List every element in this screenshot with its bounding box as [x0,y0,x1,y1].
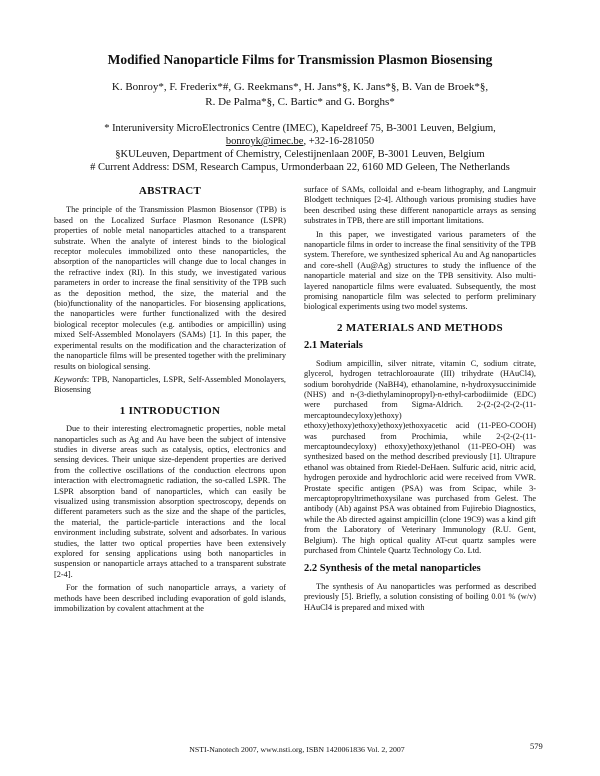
phone-number: , +32-16-281050 [303,136,375,147]
synthesis-text: The synthesis of Au nanoparticles was performed as described previously [5]. Briefly, a solution consisting of boiling 0.01 % (w/v) HAuCl4 is prepared and mixed with [304,581,536,612]
author-list [60,80,540,110]
intro-paragraph-3: In this paper, we investigated various parameters of the nanoparticle films in order to increase the final sensitivity of the TPB system. Therefore, we synthesized spherical Au and Ag nanoparticles and core-shell (Au@Ag) structures to study the influence of the nanoparticle material and size on the TPB sensitivity. Also multi-layered nanoparticle films were evaluated. Subsequently, the most promising nanoparticle film was selected to perform preliminary biological experiments using two model systems. [304,229,536,312]
affiliation-kuleuven: §KULeuven, Department of Chemistry, Celestijnenlaan 200F, B-3001 Leuven, Belgium [115,149,485,160]
abstract-text: The principle of the Transmission Plasmon Biosensor (TPB) is based on the Localized Surface Plasmon Resonance (LSPR) properties of noble metal nanoparticles attached to a transparent substrate. When the analyte of interest binds to the biological receptor molecules immobilized onto these nanoparticles, the absorption of the nanoparticles will change due to local changes in the refractive index (RI). In this study, we investigated various parameters in order to increase the final sensitivity of the TPB such as the deposition method, the size, the material and the (bio)functionality of the nanoparticles. For biosensing applications, the nanoparticles were further functionalized with the desired biological receptor molecules (e.g. antibodies or ampicillin) using mixed Self-Assembled Monolayers (SAMs) [1]. In this paper, the experimental results on the modification and the characterization of the nanoparticle films will be presented together with the preliminary results on biological sensing. [54,205,286,371]
left-column [54,186,286,617]
affiliation-dsm: # Current Address: DSM, Research Campus, Urmonderbaan 22, 6160 MD Geleen, The Netherlands [90,162,510,173]
right-column [304,185,536,616]
keywords-text: : TPB, Nanoparticles, LSPR, Self-Assembled Monolayers, Biosensing [54,374,286,395]
abstract-heading: ABSTRACT [138,185,202,197]
page-number: 579 [530,741,543,751]
contact-line [40,135,560,148]
introduction-heading: 1 INTRODUCTION [119,404,221,417]
continuation-paragraph: surface of SAMs, colloidal and e-beam lithography, and Langmuir Blodgett techniques [2-4]. Although various promising studies have been described using these different nanoparticle arrays as sensing substrates in TPB, there are still important limitations. [304,185,536,226]
materials-text: Sodium ampicillin, silver nitrate, vitamin C, sodium citrate, glycerol, hydrogen tetrachloroaurate (III) trihydrate (HAuCl4), sodium borohydride (NaBH4), ethanolamine, n-hydroxysuccinimide (NHS) and n-(3-diethylaminopropyl)-n-ethyl-carbodiimide (EDC) were purchased from Sigma-Aldrich. 2-(2-(2-(2-(2-(11-mercaptoundecyloxy)ethoxy) ethoxy)ethoxy)ethoxy)ethoxy)ethoxyacetic acid (11-PEO-COOH) was purchased from Prochimia, while 2-(2-(2-(11-mercaptoundecyloxy) ethoxy)ethoxy)ethanol (11-PEO-OH) was synthesized based on the method described previously [1]. Ultrapure ethanol was obtained from Riedel-DeHaen. Sulfuric acid, nitric acid, hydrogen peroxide and hydrochloric acid were received from VWR. Prostate specific antigen (PSA) was from Scipac, while 3-mercaptopropyltrimethoxysilane was purchased from Gelest. The antibody (Ab) against PSA was obtained from Fujirebio Diagnostics, while the Ab directed against ampicillin (clone 19C9) was a kind gift from the Laboratory of Veterinary Immunology (R.U. Gent, Belgium). The high optical quality AT-cut quartz samples were purchased from Chintele Quartz Technology Co. Ltd. [304,358,536,555]
paper-title: Modified Nanoparticle Films for Transmission Plasmon Biosensing [107,52,493,67]
introduction-paragraph-2: For the formation of such nanoparticle arrays, a variety of methods have been described including evaporation of gold islands, immobilization by covalent attachment at the [54,583,286,614]
email-link[interactable]: bonroyk@imec.be [225,136,304,147]
synthesis-heading: 2.2 Synthesis of the metal nanoparticles [304,563,481,575]
author-line-1: K. Bonroy*, F. Frederix*#, G. Reekmans*, H. Jans*§, K. Jans*§, B. Van de Broek*§, [111,81,489,93]
affiliations [40,122,560,174]
introduction-paragraph-1: Due to their interesting electromagnetic properties, noble metal nanoparticles such as Ag and Au have been the subject of intensive studies in diverse areas such as catalysis, optics, electronics and sensing devices. Their unique size-dependent properties are derived from the collective oscillations of the conduction electrons upon interaction with electromagnetic radiation, the so-called LSPR. The LSPR absorption band of nanoparticles, which can easily be visualized using transmission absorption spectroscopy, depends on different parameters such as the size and the shape of the particles, the material, the particle-particle interactions and the local environment including substrate, solvent and adsorbates. In various studies, the latter two optical properties have been extensively explored for sensing applications using both nanoparticles in suspension or nanoparticle arrays attached to a transparent substrate [2-4]. [54,424,286,579]
page-footer: NSTI-Nanotech 2007, www.nsti.org, ISBN 1420061836 Vol. 2, 2007 [189,745,405,754]
author-line-2: R. De Palma*§, C. Bartic* and G. Borghs* [205,96,395,108]
keywords-label: Keywords [54,374,87,384]
affiliation-imec: * Interuniversity MicroElectronics Centre (IMEC), Kapeldreef 75, B-3001 Leuven, Belgium, [104,123,496,134]
methods-heading: 2 MATERIALS AND METHODS [337,321,503,334]
keywords [54,375,286,396]
materials-heading: 2.1 Materials [304,340,363,352]
